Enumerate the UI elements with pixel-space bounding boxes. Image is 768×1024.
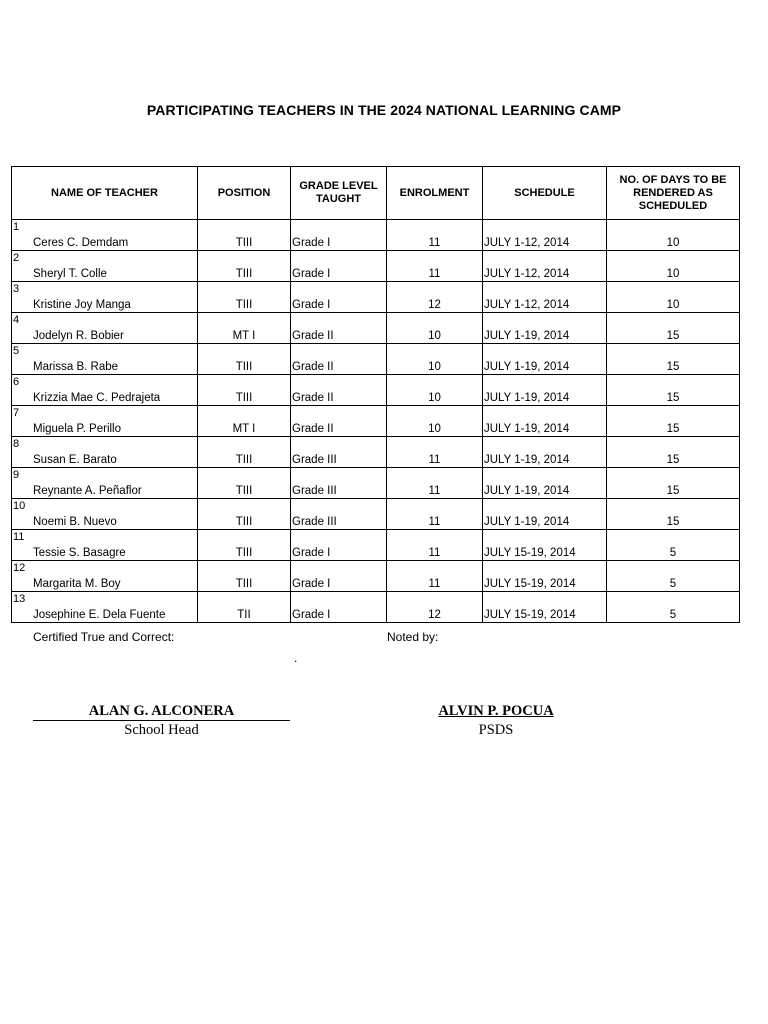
row-number: 2 <box>13 252 20 264</box>
row-number: 6 <box>13 376 20 388</box>
row-number: 1 <box>13 221 20 233</box>
cell-schedule: JULY 15-19, 2014 <box>483 530 607 561</box>
stray-dot: . <box>294 651 298 665</box>
cell-grade-level: Grade I <box>291 592 387 623</box>
table-row <box>12 530 740 561</box>
cell-grade-level: Grade III <box>291 437 387 468</box>
cell-days: 10 <box>607 282 740 313</box>
cell-days: 15 <box>607 375 740 406</box>
table-header-row <box>12 167 740 220</box>
cell-enrolment: 10 <box>387 313 483 344</box>
teacher-name: Josephine E. Dela Fuente <box>33 609 166 621</box>
teacher-name: Jodelyn R. Bobier <box>33 330 124 342</box>
cell-teacher-name <box>12 437 198 468</box>
cell-teacher-name <box>12 406 198 437</box>
row-number: 11 <box>13 531 25 543</box>
teacher-name: Sheryl T. Colle <box>33 268 107 280</box>
cell-days: 15 <box>607 468 740 499</box>
table-row <box>12 468 740 499</box>
cell-enrolment: 11 <box>387 468 483 499</box>
table-row <box>12 406 740 437</box>
cell-days: 5 <box>607 592 740 623</box>
cell-teacher-name <box>12 344 198 375</box>
table-row <box>12 251 740 282</box>
cell-schedule: JULY 1-19, 2014 <box>483 437 607 468</box>
cell-teacher-name <box>12 530 198 561</box>
signatory-1-name: ALAN G. ALCONERA <box>88 703 235 719</box>
cell-schedule: JULY 1-19, 2014 <box>483 375 607 406</box>
table-row <box>12 437 740 468</box>
cell-days: 15 <box>607 344 740 375</box>
cell-schedule: JULY 1-19, 2014 <box>483 468 607 499</box>
table-row <box>12 499 740 530</box>
row-number: 12 <box>13 562 26 574</box>
table-row <box>12 282 740 313</box>
table-row <box>12 220 740 251</box>
cell-days: 10 <box>607 251 740 282</box>
cell-days: 15 <box>607 499 740 530</box>
row-number: 7 <box>13 407 20 419</box>
header-grade-level: GRADE LEVEL TAUGHT <box>291 167 387 220</box>
cell-grade-level: Grade I <box>291 251 387 282</box>
cell-teacher-name <box>12 468 198 499</box>
cell-enrolment: 11 <box>387 251 483 282</box>
cell-enrolment: 11 <box>387 499 483 530</box>
cell-days: 5 <box>607 530 740 561</box>
cell-days: 5 <box>607 561 740 592</box>
teacher-name: Krizzia Mae C. Pedrajeta <box>33 392 161 404</box>
cell-position: TIII <box>198 282 291 313</box>
cell-teacher-name <box>12 313 198 344</box>
cell-position: MT I <box>198 313 291 344</box>
row-number: 4 <box>13 314 20 326</box>
teacher-name: Marissa B. Rabe <box>33 361 119 373</box>
header-position: POSITION <box>198 167 291 220</box>
cell-days: 15 <box>607 313 740 344</box>
teacher-name: Reynante A. Peñaflor <box>33 485 142 497</box>
cell-grade-level: Grade I <box>291 220 387 251</box>
cell-enrolment: 10 <box>387 344 483 375</box>
noted-by-label: Noted by: <box>387 630 439 644</box>
table-row <box>12 344 740 375</box>
teacher-name: Kristine Joy Manga <box>33 299 131 311</box>
row-number: 3 <box>13 283 20 295</box>
cell-teacher-name <box>12 499 198 530</box>
cell-schedule: JULY 15-19, 2014 <box>483 561 607 592</box>
signatory-1-role: School Head <box>124 722 199 738</box>
cell-schedule: JULY 15-19, 2014 <box>483 592 607 623</box>
certified-label: Certified True and Correct: <box>33 630 175 644</box>
cell-position: TIII <box>198 468 291 499</box>
header-name-of-teacher: NAME OF TEACHER <box>12 167 198 220</box>
cell-position: TIII <box>198 251 291 282</box>
cell-days: 10 <box>607 220 740 251</box>
cell-position: TIII <box>198 499 291 530</box>
cell-grade-level: Grade II <box>291 313 387 344</box>
table-row <box>12 375 740 406</box>
cell-position: MT I <box>198 406 291 437</box>
cell-position: TII <box>198 592 291 623</box>
cell-grade-level: Grade II <box>291 375 387 406</box>
cell-schedule: JULY 1-19, 2014 <box>483 499 607 530</box>
cell-enrolment: 12 <box>387 592 483 623</box>
cell-position: TIII <box>198 344 291 375</box>
cell-teacher-name <box>12 251 198 282</box>
cell-teacher-name <box>12 220 198 251</box>
row-number: 13 <box>13 593 26 605</box>
cell-enrolment: 10 <box>387 375 483 406</box>
teacher-name: Susan E. Barato <box>33 454 117 466</box>
teacher-name: Margarita M. Boy <box>33 578 121 590</box>
table-body <box>12 220 740 623</box>
cell-enrolment: 11 <box>387 530 483 561</box>
signatory-2-name: ALVIN P. POCUA <box>438 703 554 719</box>
cell-position: TIII <box>198 375 291 406</box>
row-number: 9 <box>13 469 20 481</box>
cell-grade-level: Grade II <box>291 406 387 437</box>
cell-position: TIII <box>198 437 291 468</box>
cell-schedule: JULY 1-12, 2014 <box>483 282 607 313</box>
cell-position: TIII <box>198 220 291 251</box>
cell-days: 15 <box>607 406 740 437</box>
cell-schedule: JULY 1-19, 2014 <box>483 313 607 344</box>
signatory-2-role: PSDS <box>478 722 514 738</box>
table-row <box>12 313 740 344</box>
table-row <box>12 592 740 623</box>
table-row <box>12 561 740 592</box>
cell-teacher-name <box>12 375 198 406</box>
cell-enrolment: 12 <box>387 282 483 313</box>
cell-schedule: JULY 1-12, 2014 <box>483 220 607 251</box>
cell-schedule: JULY 1-19, 2014 <box>483 344 607 375</box>
cell-teacher-name <box>12 561 198 592</box>
cell-grade-level: Grade I <box>291 530 387 561</box>
cell-enrolment: 10 <box>387 406 483 437</box>
teacher-name: Ceres C. Demdam <box>33 237 129 249</box>
teacher-name: Miguela P. Perillo <box>33 423 122 435</box>
cell-enrolment: 11 <box>387 437 483 468</box>
cell-schedule: JULY 1-12, 2014 <box>483 251 607 282</box>
header-enrolment: ENROLMENT <box>387 167 483 220</box>
cell-position: TIII <box>198 561 291 592</box>
cell-schedule: JULY 1-19, 2014 <box>483 406 607 437</box>
cell-position: TIII <box>198 530 291 561</box>
cell-grade-level: Grade II <box>291 344 387 375</box>
signature-line <box>33 720 290 721</box>
cell-enrolment: 11 <box>387 220 483 251</box>
row-number: 5 <box>13 345 20 357</box>
header-days: NO. OF DAYS TO BE RENDERED AS SCHEDULED <box>607 167 740 220</box>
cell-teacher-name <box>12 592 198 623</box>
row-number: 10 <box>13 500 26 512</box>
cell-teacher-name <box>12 282 198 313</box>
header-schedule: SCHEDULE <box>483 167 607 220</box>
teachers-table <box>11 166 740 623</box>
cell-days: 15 <box>607 437 740 468</box>
cell-grade-level: Grade I <box>291 282 387 313</box>
teacher-name: Tessie S. Basagre <box>33 547 126 559</box>
row-number: 8 <box>13 438 20 450</box>
page-title: PARTICIPATING TEACHERS IN THE 2024 NATIONAL LEARNING CAMP <box>146 102 622 118</box>
cell-grade-level: Grade I <box>291 561 387 592</box>
cell-grade-level: Grade III <box>291 468 387 499</box>
cell-grade-level: Grade III <box>291 499 387 530</box>
teacher-name: Noemi B. Nuevo <box>33 516 117 528</box>
cell-enrolment: 11 <box>387 561 483 592</box>
